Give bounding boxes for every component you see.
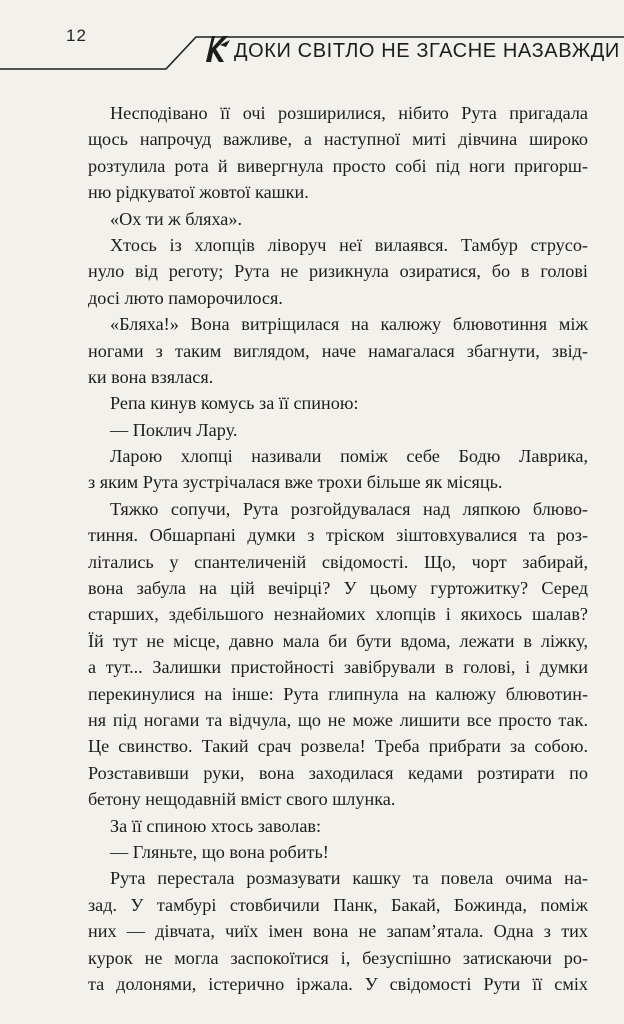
text-line: них — дівчата, чиїх імен вона не запам’ятала. Одна з тих (88, 921, 588, 942)
text-line: Хтось із хлопців ліворуч неї вилаявся. Тамбур струсо- (110, 234, 588, 255)
text-line: тиння. Обшарпані думки з тріском зіштовхувалися та роз- (88, 525, 588, 546)
text-line: Несподівано її очі розширилися, нібито Рута пригадала (110, 103, 588, 123)
book-title: ДОКИ СВІТЛО НЕ ЗГАСНЕ НАЗАВЖДИ (234, 40, 620, 62)
text-line: та долонями, істерично іржала. У свідомості Рути її сміх (88, 973, 588, 994)
text-line: а тут... Залишки пристойності завібрували в голові, і думки (88, 657, 588, 678)
text-line: ки вона взялася. (88, 366, 214, 387)
text-line: бетону нещодавній вміст свого шлунка. (88, 789, 396, 810)
text-line: досі люто паморочилося. (88, 287, 283, 308)
publisher-logo-icon (204, 34, 232, 64)
text-line: вона забула на цій вечірці? У цьому гуртожитку? Серед (88, 578, 588, 599)
text-line: старших, здебільшого незнайомих хлопців і якихось шалав? (88, 604, 588, 625)
text-line: Розставивши руки, вона заходилася кедами розтирати по (88, 762, 588, 783)
text-line: розтулила рота й вивергнула просто собі під ноги пригорш- (88, 155, 588, 176)
text-line: Рута перестала розмазувати кашку та повела очима на- (110, 868, 588, 889)
text-line: ногами з таким виглядом, наче намагалася збагнути, звід- (88, 340, 588, 361)
text-line: Ларою хлопці називали поміж себе Бодю Лаврика, (110, 446, 588, 467)
text-line: Тяжко сопучи, Рута розгойдувалася над ляпкою блюво- (110, 498, 588, 519)
text-line: курок не могла заспокоїтися і, безуспішно затискаючи ро- (88, 947, 588, 968)
body-text (88, 100, 588, 997)
text-line: «Ох ти ж бляха». (110, 208, 243, 229)
text-line: зад. У тамбурі стовбичили Панк, Бакай, Божинда, поміж (88, 894, 588, 915)
text-line: Їй тут не місце, давно мала би бути вдома, лежати в ліжку, (88, 630, 588, 651)
text-line: Це свинство. Такий срач розвела! Треба прибрати за собою. (88, 736, 588, 757)
text-line: нуло від реготу; Рута не ризикнула озиратися, бо в голові (88, 261, 588, 282)
running-header (0, 0, 624, 80)
text-line: — Гляньте, що вона робить! (110, 841, 329, 862)
text-line: За її спиною хтось заволав: (110, 815, 322, 836)
text-line: ню рідкуватої жовтої кашки. (88, 182, 309, 203)
text-line: ня під ногами та відчула, що не може лишити все просто так. (88, 709, 588, 730)
text-line: «Бляха!» Вона витріщилася на калюжу блювотиння між (110, 314, 588, 335)
text-line: Репа кинув комусь за її спиною: (110, 393, 359, 414)
page-number: 12 (66, 26, 87, 45)
text-line: літались у спантеличеній свідомості. Що, чорт забирай, (88, 551, 588, 572)
text-line: з яким Рута зустрічалася вже трохи більше як місяць. (88, 472, 503, 493)
text-line: щось напрочуд важливе, а наступної миті дівчина широко (88, 129, 588, 150)
text-line: перекинулися на інше: Рута глипнула на калюжу блювотин- (88, 683, 588, 704)
text-line: — Поклич Лару. (110, 419, 238, 440)
